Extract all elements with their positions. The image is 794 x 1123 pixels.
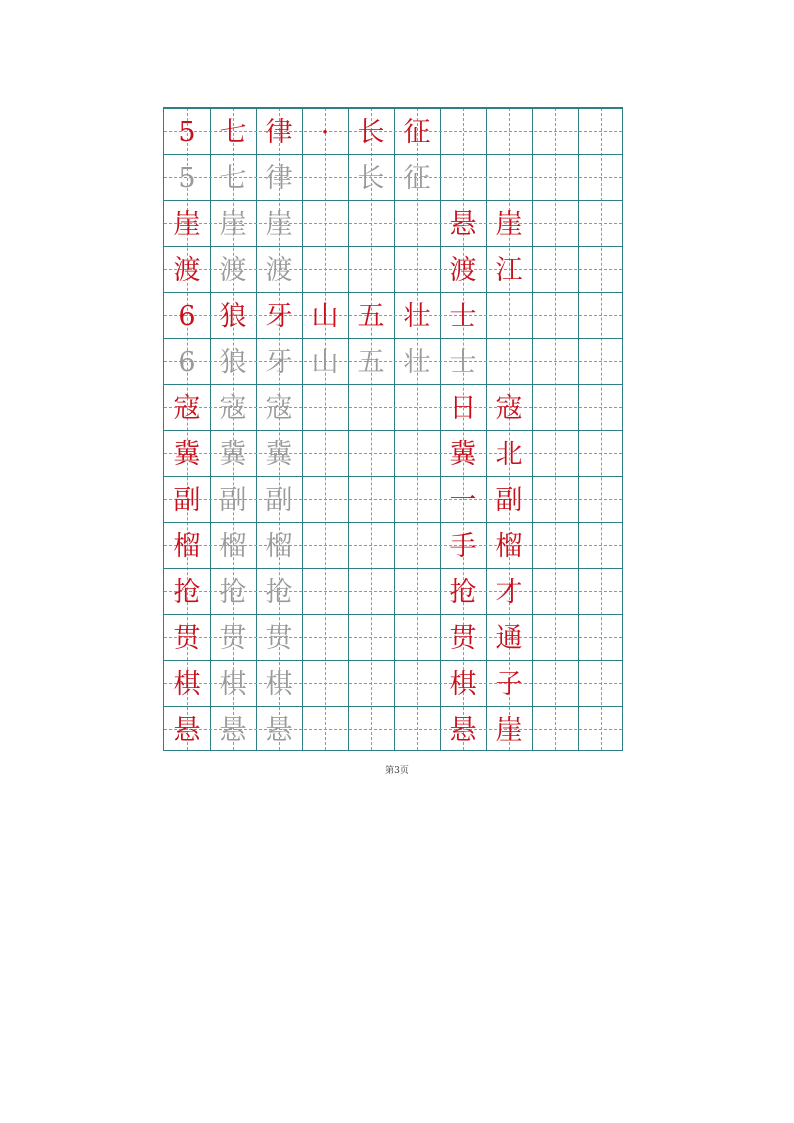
practice-row (164, 522, 622, 568)
practice-character: 山 (311, 346, 339, 378)
practice-character: 崖 (173, 208, 201, 240)
practice-character: 抢 (219, 576, 247, 608)
practice-row (164, 200, 622, 246)
practice-character: 棋 (265, 668, 293, 700)
practice-row (164, 706, 622, 752)
practice-grid (163, 107, 623, 751)
practice-row (164, 108, 622, 154)
practice-character: 贯 (449, 622, 477, 654)
practice-character: 长 (357, 116, 385, 148)
practice-character: 征 (403, 116, 431, 148)
practice-character: 榴 (495, 530, 523, 562)
practice-character: 律 (265, 162, 293, 194)
practice-character: 冀 (265, 438, 293, 470)
practice-row (164, 476, 622, 522)
practice-character: 悬 (449, 208, 477, 240)
practice-character: 副 (219, 484, 247, 516)
practice-character: 律 (265, 116, 293, 148)
practice-character: 榴 (173, 530, 201, 562)
practice-character: 抢 (173, 576, 201, 608)
practice-character: 崖 (265, 208, 293, 240)
practice-character: 北 (495, 438, 523, 470)
practice-character: 副 (495, 484, 523, 516)
page-number: 第3页 (385, 766, 409, 776)
practice-character: 七 (219, 162, 247, 194)
practice-character: 渡 (219, 254, 247, 286)
practice-row (164, 292, 622, 338)
practice-character: 寇 (265, 392, 293, 424)
practice-character: 士 (449, 300, 477, 332)
practice-character: 五 (357, 300, 385, 332)
practice-character: 一 (449, 484, 477, 516)
practice-character: 牙 (265, 300, 293, 332)
practice-character: 贯 (219, 622, 247, 654)
practice-character: 冀 (173, 438, 201, 470)
practice-row (164, 568, 622, 614)
practice-character: 棋 (449, 668, 477, 700)
practice-character: 子 (495, 668, 523, 700)
practice-row (164, 430, 622, 476)
practice-character: 冀 (219, 438, 247, 470)
practice-character: 贯 (265, 622, 293, 654)
practice-character: 渡 (265, 254, 293, 286)
practice-character: 狼 (219, 346, 247, 378)
practice-character: 榴 (219, 530, 247, 562)
practice-character: 通 (495, 622, 523, 654)
practice-row (164, 338, 622, 384)
practice-character: 狼 (219, 300, 247, 332)
practice-row (164, 154, 622, 200)
practice-character: 5 (178, 116, 196, 148)
practice-character: 才 (495, 576, 523, 608)
practice-character: 牙 (265, 346, 293, 378)
practice-character: 抢 (449, 576, 477, 608)
practice-row (164, 246, 622, 292)
practice-character: 6 (178, 300, 196, 332)
practice-row (164, 614, 622, 660)
practice-character: 悬 (219, 714, 247, 746)
practice-row (164, 660, 622, 706)
practice-character: 渡 (449, 254, 477, 286)
practice-character: 崖 (495, 208, 523, 240)
practice-character: 棋 (219, 668, 247, 700)
practice-character: 抢 (265, 576, 293, 608)
practice-row (164, 384, 622, 430)
practice-character: 壮 (403, 346, 431, 378)
practice-character: 征 (403, 162, 431, 194)
practice-character: 棋 (173, 668, 201, 700)
practice-character: 5 (178, 162, 196, 194)
practice-character: 渡 (173, 254, 201, 286)
practice-character: 悬 (449, 714, 477, 746)
practice-character: 副 (265, 484, 293, 516)
practice-character: 壮 (403, 300, 431, 332)
practice-character: 江 (495, 254, 523, 286)
practice-character: 榴 (265, 530, 293, 562)
practice-character: 七 (219, 116, 247, 148)
practice-character: 寇 (495, 392, 523, 424)
practice-character: 崖 (219, 208, 247, 240)
practice-character: · (320, 116, 330, 148)
practice-character: 寇 (173, 392, 201, 424)
practice-character: 日 (449, 392, 477, 424)
practice-character: 6 (178, 346, 196, 378)
practice-character: 士 (449, 346, 477, 378)
practice-character: 崖 (495, 714, 523, 746)
practice-character: 长 (357, 162, 385, 194)
practice-character: 贯 (173, 622, 201, 654)
practice-character: 副 (173, 484, 201, 516)
practice-character: 悬 (173, 714, 201, 746)
practice-character: 手 (449, 530, 477, 562)
practice-character: 悬 (265, 714, 293, 746)
practice-character: 寇 (219, 392, 247, 424)
practice-character: 山 (311, 300, 339, 332)
practice-character: 冀 (449, 438, 477, 470)
practice-character: 五 (357, 346, 385, 378)
